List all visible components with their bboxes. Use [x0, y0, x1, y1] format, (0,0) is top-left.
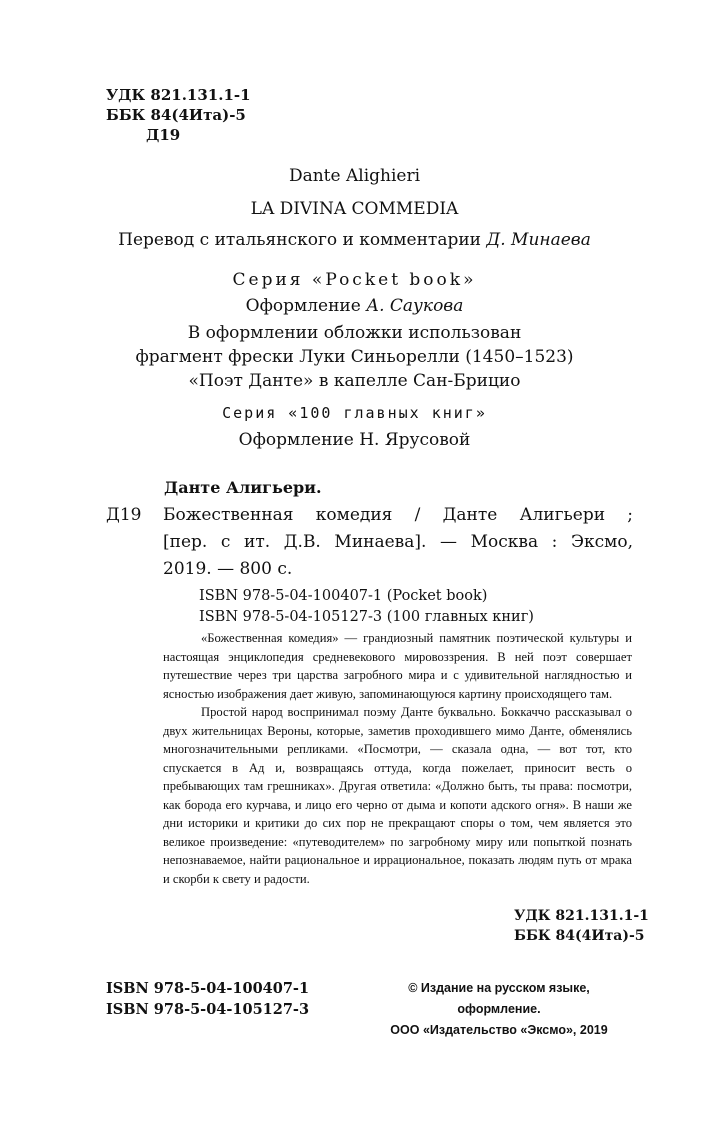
translation-credit	[0, 230, 709, 250]
cover-line: фрагмент фрески Луки Синьорелли (1450–1523)	[135, 347, 574, 367]
annotation-paragraph: Простой народ воспринимал поэму Данте буквально. Боккаччо рассказывал о двух жительницах Вероны, которые, заметив проходившего мимо Данте, обменялись многозначительными репликами. «Посмотри, — сказала одна, — вот тот, кто спускается в Ад и, возвращаясь оттуда, когда пожелает, приносит весть о пребывающих там грешниках». Другая ответила: «Должно быть, ты права: посмотри, как борода его курчава, и лицо его черно от дыма и копоти адского огня». В наши же дни историки и критики до сих пор не прекращают споры о том, чем является это великое произведение: «путеводителем» по загробному миру или попыткой познать непознаваемое, найти рациональное и иррациональное, показать людям путь от мрака и скорби к свету и радости.	[163, 705, 632, 886]
card-code: Д19	[106, 505, 142, 525]
udk-code: УДК 821.131.1-1	[514, 908, 649, 924]
card-author: Данте Алигьери.	[164, 478, 322, 497]
series-pocket-design	[0, 296, 709, 316]
card-description	[163, 502, 633, 583]
classification-codes	[106, 85, 251, 145]
original-author: Dante Alighieri	[288, 166, 421, 186]
translator-name: Д. Минаева	[486, 230, 591, 250]
series-100-design: Оформление Н. Ярусовой	[238, 430, 471, 450]
design-prefix: Оформление	[245, 296, 367, 316]
card-isbn-list	[199, 586, 534, 628]
series-100-label: Серия «100 главных книг»	[222, 404, 487, 422]
designer-name: А. Саукова	[366, 296, 464, 316]
annotation-paragraph: «Божественная комедия» — грандиозный памятник поэтической культуры и настоящая энциклопедия средневекового мировоззрения. В ней поэт совершает путешествие через три царства загробного мира и с удивительной наглядностью и ясностью изображения дает живую, запоминающуюся картину происходящего там.	[163, 631, 632, 701]
card-line: Божественная комедия / Данте Алигьери ;	[163, 505, 633, 525]
card-isbn: ISBN 978-5-04-100407-1 (Pocket book)	[199, 588, 488, 604]
footer-isbn: ISBN 978-5-04-105127-3	[106, 1001, 310, 1018]
cover-line: В оформлении обложки использован	[187, 323, 522, 343]
bbk-code: ББК 84(4Ита)-5	[106, 106, 246, 124]
card-isbn: ISBN 978-5-04-105127-3 (100 главных книг)	[199, 609, 534, 625]
annotation	[163, 629, 632, 888]
series-pocket-label: Серия «Pocket book»	[232, 270, 477, 290]
copyright-notice	[368, 978, 630, 1041]
udk-code: УДК 821.131.1-1	[106, 86, 251, 104]
copyright-line: © Издание на русском языке, оформление.	[408, 981, 590, 1016]
bbk-code: ББК 84(4Ита)-5	[514, 928, 645, 944]
cover-line: «Поэт Данте» в капелле Сан-Брицио	[188, 371, 521, 391]
author-mark: Д19	[146, 126, 181, 144]
original-title: LA DIVINA COMMEDIA	[250, 199, 459, 219]
copyright-line: ООО «Издательство «Эксмо», 2019	[390, 1023, 608, 1037]
translation-prefix: Перевод с итальянского и комментарии	[118, 230, 487, 250]
card-line: [пер. с ит. Д.В. Минаева]. — Москва : Эксмо,	[163, 532, 633, 552]
card-line: 2019. — 800 с.	[163, 559, 293, 579]
footer-isbn: ISBN 978-5-04-100407-1	[106, 980, 310, 997]
footer-isbn-list	[106, 978, 309, 1020]
cover-credit	[0, 321, 709, 393]
annotation-codes	[514, 906, 649, 946]
